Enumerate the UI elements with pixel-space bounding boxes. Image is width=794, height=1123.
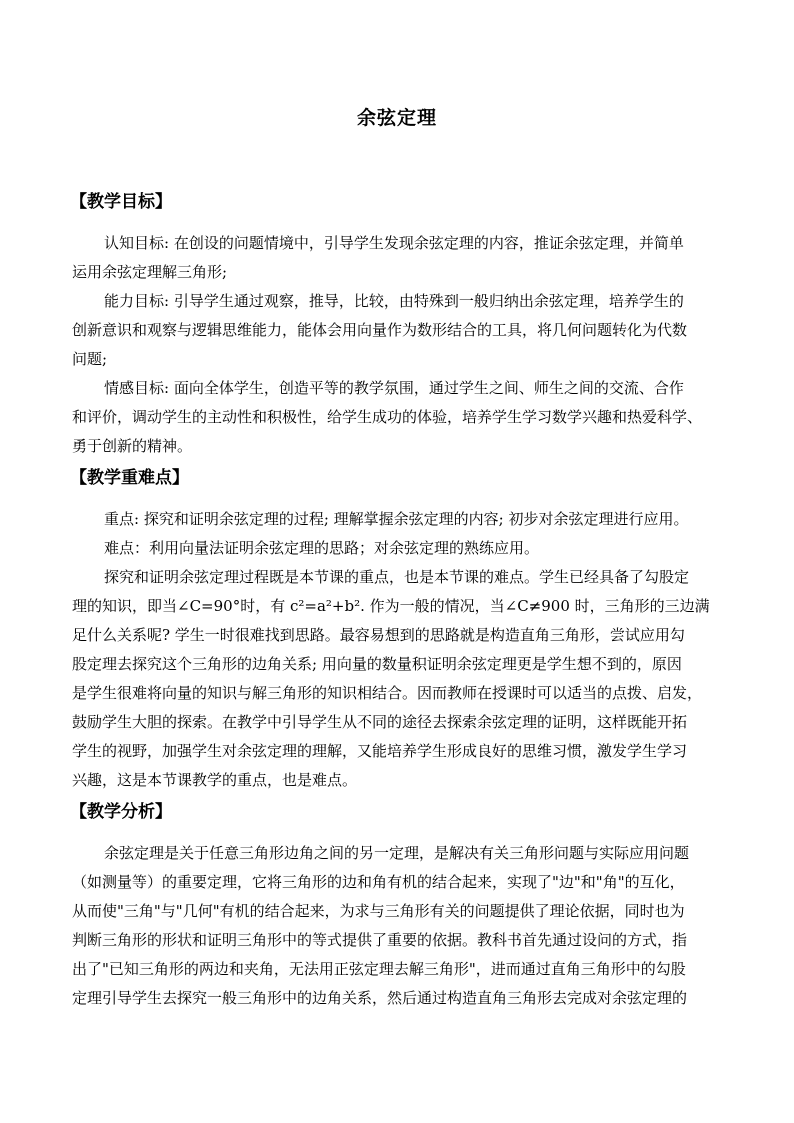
paragraph-line: 判断三角形的形状和证明三角形中的等式提供了重要的依据。教科书首先通过设问的方式，指	[72, 931, 688, 949]
paragraph-line: 和评价，调动学生的主动性和积极性，给学生成功的体验，培养学生学习数学兴趣和热爱科学、	[72, 408, 703, 426]
paragraph-line: 是学生很难将向量的知识与解三角形的知识相结合。因而教师在授课时可以适当的点拨、启发，	[72, 684, 703, 702]
paragraph-line: 认知目标: 在创设的问题情境中，引导学生发现余弦定理的内容，推证余弦定理，并简单	[104, 234, 684, 252]
page-title: 余弦定理	[356, 107, 437, 129]
paragraph-line: 足什么关系呢? 学生一时很难找到思路。最容易想到的思路就是构造直角三角形，尝试应用勾	[72, 626, 685, 644]
paragraph-line: 从而使"三角"与"几何"有机的结合起来，为求与三角形有关的问题提供了理论依据，同时也为	[72, 902, 685, 920]
paragraph-line: 难点：利用向量法证明余弦定理的思路；对余弦定理的熟练应用。	[104, 539, 540, 557]
section-heading-teaching-goals: 【教学目标】	[70, 192, 172, 212]
paragraph-line: 创新意识和观察与逻辑思维能力，能体会用向量作为数形结合的工具，将几何问题转化为代数	[72, 321, 688, 339]
paragraph-line: 学生的视野，加强学生对余弦定理的理解，又能培养学生形成良好的思维习惯，激发学生学习	[72, 742, 688, 760]
paragraph-line: 勇于创新的精神。	[72, 437, 193, 455]
section-heading-key-points: 【教学重难点】	[70, 468, 189, 488]
paragraph-line: （如测量等）的重要定理，它将三角形的边和角有机的结合起来，实现了"边"和"角"的互化，	[72, 873, 685, 891]
paragraph-line: 余弦定理是关于任意三角形边角之间的另一定理，是解决有关三角形问题与实际应用问题	[104, 844, 690, 862]
paragraph-line: 探究和证明余弦定理过程既是本节课的重点，也是本节课的难点。学生已经具备了勾股定	[104, 568, 690, 586]
paragraph-line: 出了"已知三角形的两边和夹角，无法用正弦定理去解三角形"，进而通过直角三角形中的勾股	[72, 960, 686, 978]
paragraph-line: 理的知识，即当∠C=90°时，有 c²=a²+b². 作为一般的情况，当∠C≠900 时，三角形的三边满	[72, 597, 710, 615]
paragraph-line: 股定理去探究这个三角形的边角关系; 用向量的数量积证明余弦定理更是学生想不到的，原因	[72, 655, 682, 673]
paragraph-line: 情感目标: 面向全体学生，创造平等的教学氛围，通过学生之间、师生之间的交流、合作	[104, 379, 684, 397]
paragraph-line: 能力目标: 引导学生通过观察，推导，比较，由特殊到一般归纳出余弦定理，培养学生的	[104, 292, 684, 310]
paragraph-line: 问题;	[72, 350, 108, 368]
paragraph-line: 运用余弦定理解三角形;	[72, 263, 228, 281]
section-heading-teaching-analysis: 【教学分析】	[70, 802, 172, 822]
paragraph-line: 兴趣，这是本节课教学的重点，也是难点。	[72, 771, 358, 789]
paragraph-line: 重点: 探究和证明余弦定理的过程; 理解掌握余弦定理的内容; 初步对余弦定理进行应用。	[104, 510, 689, 528]
paragraph-line: 定理引导学生去探究一般三角形中的边角关系，然后通过构造直角三角形去完成对余弦定理的	[72, 989, 688, 1007]
paragraph-line: 鼓励学生大胆的探索。在教学中引导学生从不同的途径去探索余弦定理的证明，这样既能开拓	[72, 713, 688, 731]
